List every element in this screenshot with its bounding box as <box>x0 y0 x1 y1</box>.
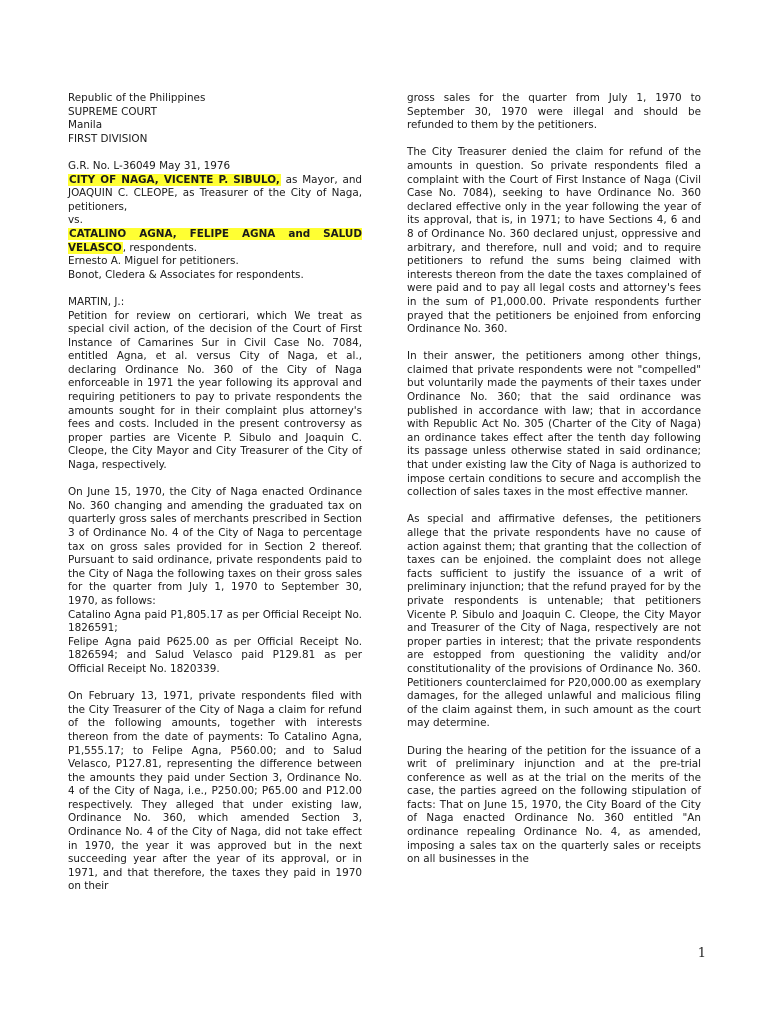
right-column <box>407 92 701 867</box>
receipt-line-2: Felipe Agna paid P625.00 as per Official Receipt No. 1826594; and Salud Velasco paid P129.81 as per Official Receipt No. 1820339. <box>68 635 362 675</box>
header-division: FIRST DIVISION <box>68 132 148 145</box>
respondents-rest: , respondents. <box>122 241 198 254</box>
counsel-respondents: Bonot, Cledera & Associates for respondents. <box>68 268 304 281</box>
header-republic: Republic of the Philippines <box>68 92 206 104</box>
paragraph-4: The City Treasurer denied the claim for refund of the amounts in question. So private respondents filed a complaint with the Court of First Instance of Naga (Civil Case No. 7084), seeking to have Ordinance No. 360 declared effective only in the year following the year of its approval, that is, in 1971; to have Sections 4, 6 and 8 of Ordinance No. 360 declared unjust, oppressive and arbitrary, and therefore, null and void; and to require petitioners to refund the sums being claimed with interests thereon from the date the taxes complained of were paid and to pay all legal costs and attorney's fees in the sum of P1,000.00. Private respondents further prayed that the petitioners be enjoined from enforcing Ordinance No. 360. <box>407 146 701 336</box>
paragraph-2: On June 15, 1970, the City of Naga enacted Ordinance No. 360 changing and amending the graduated tax on quarterly gross sales of merchants prescribed in Section 3 of Ordinance No. 4 of the City of Naga to percentage tax on gross sales provided for in Section 2 thereof. Pursuant to said ordinance, private respondents paid to the City of Naga the following taxes on their gross sales for the quarter from July 1, 1970 to September 30, 1970, as follows: <box>68 486 362 607</box>
page-number: 1 <box>697 946 706 961</box>
petitioners-block <box>68 174 362 215</box>
left-column <box>68 92 362 894</box>
petitioners-rest: as Mayor, and JOAQUIN C. CLEOPE, as Treasurer of the City of Naga, petitioners, <box>68 173 362 213</box>
paragraph-continued: gross sales for the quarter from July 1, 1970 to September 30, 1970 were illegal and should be refunded to them by the petitioners. <box>407 92 701 132</box>
petitioners-highlight: CITY OF NAGA, VICENTE P. SIBULO, <box>69 173 280 186</box>
paragraph-3: On February 13, 1971, private respondents filed with the City Treasurer of the City of Naga a claim for refund of the following amounts, together with interests thereon from the date of payments: To Catalino Agna, P1,555.17; to Felipe Agna, P560.00; and to Salud Velasco, P127.81, representing the difference between the amounts they paid under Section 3, Ordinance No. 4 of the City of Naga, i.e., P250.00; P65.00 and P12.00 respectively. They alleged that under existing law, Ordinance No. 360, which amended Section 3, Ordinance No. 4 of the City of Naga, did not take effect in 1970, the year it was approved but in the next succeeding year after the year of its approval, or in 1971, and that therefore, the taxes they paid in 1970 on their <box>68 690 362 893</box>
counsel-petitioners: Ernesto A. Miguel for petitioners. <box>68 255 239 268</box>
paragraph-6: As special and affirmative defenses, the petitioners allege that the private respondents have no cause of action against them; that granting that the collection of taxes can be enjoined. the complaint does not allege facts sufficient to justify the issuance of a writ of preliminary injunction; that the refund prayed for by the private respondents is untenable; that petitioners Vicente P. Sibulo and Joaquin C. Cleope, the City Mayor and Treasurer of the City of Naga, respectively are not proper parties in interest; that the private respondents are estopped from questioning the validity and/or constitutionality of the provisions of Ordinance No. 360. Petitioners counterclaimed for P20,000.00 as exemplary damages, for the alleged unlawful and malicious filing of the claim against them, in such amount as the court may determine. <box>407 513 701 730</box>
paragraph-5: In their answer, the petitioners among other things, claimed that private respondents were not "compelled" but voluntarily made the payments of their taxes under Ordinance No. 360; that the said ordinance was published in accordance with law; that in accordance with Republic Act No. 305 (Charter of the City of Naga) an ordinance takes effect after the tenth day following its passage unless otherwise stated in said ordinance; that under existing law the City of Naga is authorized to impose certain conditions to secure and accomplish the collection of sales taxes in the most effective manner. <box>407 350 701 499</box>
respondents-highlight: CATALINO AGNA, FELIPE AGNA and SALUD VELASCO <box>68 227 362 254</box>
ponente: MARTIN, J.: <box>68 295 125 308</box>
receipt-line-1: Catalino Agna paid P1,805.17 as per Official Receipt No. 1826591; <box>68 608 362 635</box>
header-court: SUPREME COURT <box>68 105 157 118</box>
paragraph-1: Petition for review on certiorari, which We treat as special civil action, of the decision of the Court of First Instance of Camarines Sur in Civil Case No. 7084, entitled Agna, et al. versus City of Naga, et al., declaring Ordinance No. 360 of the City of Naga enforceable in 1971 the year following its approval and requiring petitioners to pay to private respondents the amounts sought for in their complaint plus attorney's fees and costs. Included in the present controversy as proper parties are Vicente P. Sibulo and Joaquin C. Cleope, the City Mayor and City Treasurer of the City of Naga, respectively. <box>68 309 362 472</box>
versus-text: vs. <box>68 214 83 227</box>
paragraph-7: During the hearing of the petition for the issuance of a writ of preliminary injunction and at the pre-trial conference as well as at the trial on the merits of the case, the parties agreed on the following stipulation of facts: That on June 15, 1970, the City Board of the City of Naga enacted Ordinance No. 360 entitled "An ordinance repealing Ordinance No. 4, as amended, imposing a sales tax on the quarterly sales or receipts on all businesses in the <box>407 744 701 866</box>
header-city: Manila <box>68 119 103 132</box>
case-number-date: G.R. No. L-36049 May 31, 1976 <box>68 159 231 172</box>
respondents-block <box>68 228 362 255</box>
